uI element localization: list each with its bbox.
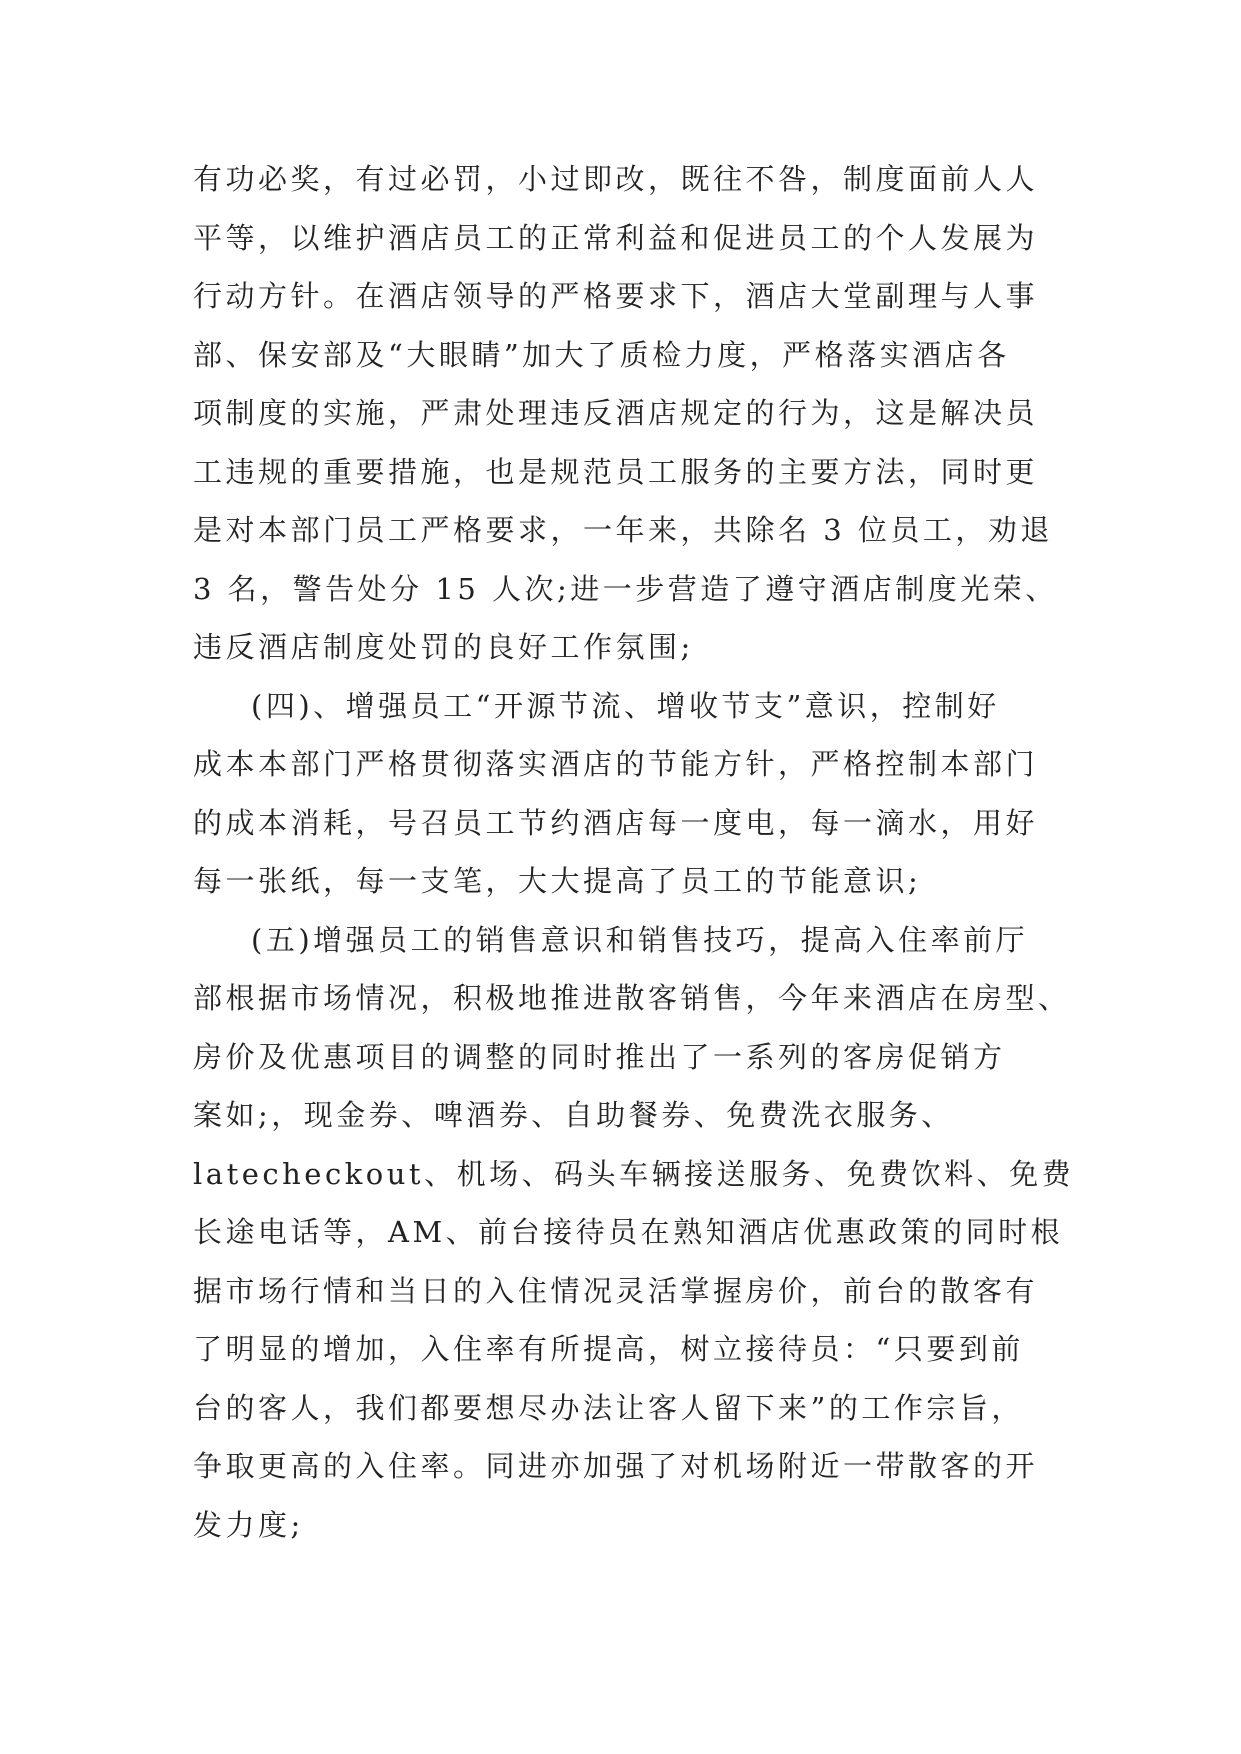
text-line: 工违规的重要措施，也是规范员工服务的主要方法，同时更 — [193, 454, 1039, 489]
text-line: 台的客人，我们都要想尽办法让客人留下来”的工作宗旨， — [193, 1390, 1024, 1425]
text-line: 案如;，现金券、啤酒券、自助餐券、免费洗衣服务、 — [193, 1098, 954, 1132]
text-line: 3 名，警告处分 15 人次;进一步营造了遵守酒店制度光荣、 — [193, 571, 1058, 606]
text-line: 据市场行情和当日的入住情况灵活掌握房价，前台的散客有 — [193, 1273, 1039, 1308]
text-line: 发力度; — [193, 1507, 304, 1542]
document-body — [193, 150, 1075, 1554]
text-line: 项制度的实施，严肃处理违反酒店规定的行为，这是解决员 — [193, 396, 1039, 430]
text-line: 平等，以维护酒店员工的正常利益和促进员工的个人发展为 — [193, 220, 1039, 255]
text-line: 部根据市场情况，积极地推进散客销售，今年来酒店在房型、 — [193, 981, 1071, 1015]
paragraph-cost-control — [193, 677, 1053, 911]
text-line: 房价及优惠项目的调整的同时推出了一系列的客房促销方 — [193, 1039, 1006, 1074]
text-line: 部、保安部及“大眼睛”加大了质检力度，严格落实酒店各 — [193, 337, 1010, 372]
text-line: 行动方针。在酒店领导的严格要求下，酒店大堂副理与人事 — [193, 279, 1039, 313]
text-line: 了明显的增加，入住率有所提高，树立接待员：“只要到前 — [193, 1332, 1024, 1366]
text-line: 成本本部门严格贯彻落实酒店的节能方针，严格控制本部门 — [193, 747, 1039, 781]
text-line: 争取更高的入住率。同进亦加强了对机场附近一带散客的开 — [193, 1449, 1039, 1483]
text-line: latecheckout、机场、码头车辆接送服务、免费饮料、免费 — [193, 1156, 1075, 1191]
text-line: 每一张纸，每一支笔，大大提高了员工的节能意识; — [193, 864, 922, 898]
section-heading-line: (四)、增强员工“开源节流、增收节支”意识，控制好 — [251, 688, 1000, 723]
text-line: 是对本部门员工严格要求，一年来，共除名 3 位员工，劝退 — [193, 513, 1053, 547]
text-line: 有功必奖，有过必罚，小过即改，既往不咎，制度面前人人 — [193, 162, 1039, 196]
paragraph-discipline — [193, 150, 1058, 677]
text-line: 长途电话等，AM、前台接待员在熟知酒店优惠政策的同时根 — [193, 1215, 1064, 1249]
paragraph-sales — [193, 911, 1075, 1555]
text-line: 的成本消耗，号召员工节约酒店每一度电，每一滴水，用好 — [193, 805, 1039, 840]
text-line: 违反酒店制度处罚的良好工作氛围; — [193, 630, 694, 664]
section-heading-line: (五)增强员工的销售意识和销售技巧，提高入住率前厅 — [251, 922, 1029, 957]
